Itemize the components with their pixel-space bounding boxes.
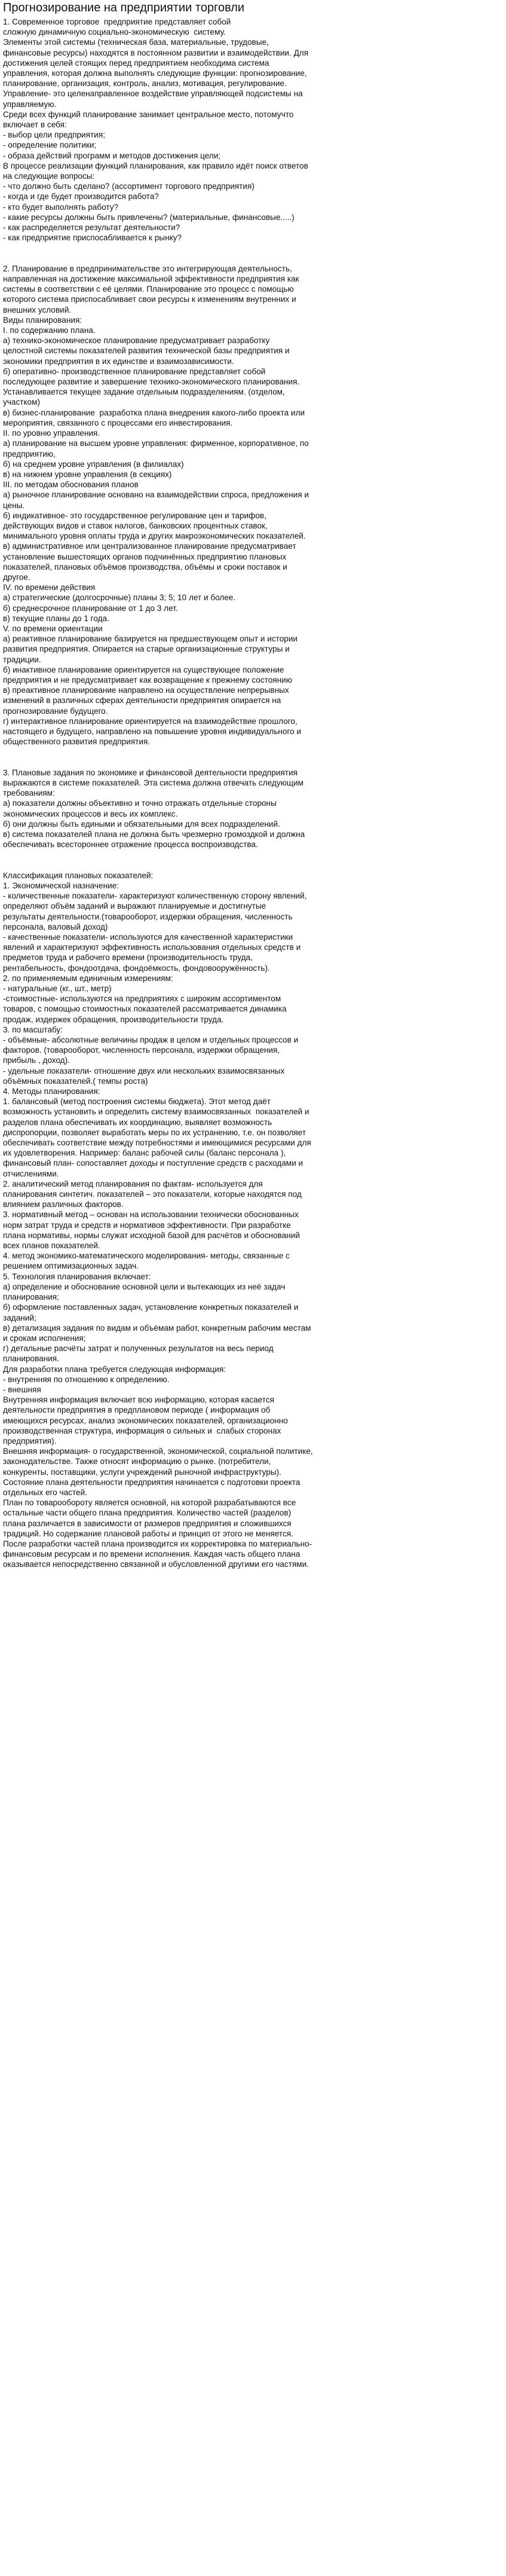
text-line: экономических процессов и весь их комплекс.: [3, 809, 178, 818]
text-line: другое.: [3, 572, 30, 582]
text-line: 2. по применяемым единичным измерениям:: [3, 973, 173, 983]
text-line: Классификация плановых показателей:: [3, 870, 154, 880]
text-line: IV. по времени действия: [3, 583, 96, 592]
text-line: - когда и где будет производится работа?: [3, 192, 159, 201]
text-line: установление вышестоящих органов подчинённых предприятию плановых: [3, 552, 287, 561]
text-line: а) стратегические (долгосрочные) планы 3; 5; 10 лет и более.: [3, 593, 236, 603]
text-line: в) на нижнем уровне управления (в секциях): [3, 469, 172, 479]
text-line: отдельных его частей.: [3, 1487, 87, 1497]
text-line: производственная структура, информация о сильных и слабых сторонах: [3, 1426, 281, 1435]
text-line: цены.: [3, 500, 25, 510]
text-line: планирования.: [3, 1354, 59, 1364]
text-line: V. по времени ориентации: [3, 624, 103, 633]
text-line: - выбор цели предприятия;: [3, 130, 105, 140]
text-line: определяют объём заданий и выражают планируемые и достигнутые: [3, 902, 266, 911]
text-line: показателей, плановых объёмов производства, объёмы и сроки поставок и: [3, 562, 287, 572]
text-line: Внутренняя информация включает всю информацию, которая касается: [3, 1395, 274, 1405]
text-line: -стоимостные- используются на предприятиях с широким ассортиментом: [3, 994, 281, 1004]
text-line: настоящего и будущего, направлено на повышение уровня индивидуального и: [3, 726, 302, 736]
text-line: [3, 747, 503, 757]
text-line: решением оптимизационных задач.: [3, 1261, 139, 1271]
text-line: 1. Экономической назначение:: [3, 881, 119, 890]
text-line: - как распределяется результат деятельности?: [3, 223, 180, 233]
text-line: - натуральные (кг., шт., метр): [3, 984, 112, 993]
text-line: - качественные показатели- используются для качественной характеристики: [3, 932, 293, 942]
text-line: а) реактивное планирование базируется на предшествующем опыт и истории: [3, 634, 298, 644]
text-line: внешних условий.: [3, 305, 72, 314]
text-line: Состояние плана деятельности предприятия начинается с подготовки проекта: [3, 1477, 300, 1487]
text-line: - внутренняя по отношению к определению.: [3, 1374, 170, 1384]
text-line: норм затрат труда и средств и нормативов эффективности. При разработке: [3, 1220, 291, 1230]
text-line: г) детальные расчёты затрат и полученных результатов на весь период: [3, 1344, 274, 1353]
text-line: плана нормативы, нормы служат исходной базой для расчётов и обоснований: [3, 1230, 300, 1240]
text-line: возможность установить и определить систему взаимосвязанных показателей и: [3, 1107, 309, 1117]
text-line: их удовлетворения. Например: баланс рабочей силы (баланс персонала ),: [3, 1148, 286, 1158]
text-line: законодательстве. Также относят информацию о рынке. (потребители,: [3, 1457, 271, 1466]
text-line: финансовый план- сопоставляет доходы и поступление средств с расходами и: [3, 1159, 303, 1168]
text-line: - что должно быть сделано? (ассортимент торгового предприятия): [3, 182, 254, 191]
text-line: участком): [3, 398, 40, 407]
text-line: выражаются в системе показателей. Эта система должна отвечать следующим: [3, 778, 303, 787]
text-line: финансовым ресурсам и по времени исполнения. Каждая часть общего плана: [3, 1550, 300, 1559]
text-line: рентабельность, фондоотдача, фондоёмкость, фондовооружённость).: [3, 963, 270, 973]
text-line: в) бизнес-планирование разработка плана внедрения какого-либо проекта или: [3, 408, 305, 417]
text-line: предметов труда и рабочего времени (производительность труда,: [3, 953, 253, 962]
text-line: развития предприятия. Опирается на старые организационные структуры и: [3, 644, 290, 654]
text-line: персонала, валовый доход): [3, 922, 108, 931]
text-line: минимального уровня оплаты труда и других макроэкономических показателей.: [3, 531, 306, 541]
text-line: факторов. (товарооборот, численность персонала, издержки обращения,: [3, 1046, 280, 1055]
text-line: плана различается в зависимости от размеров предприятия и сложившихся: [3, 1518, 292, 1528]
text-line: планирования;: [3, 1292, 59, 1302]
text-line: обеспечивать соответствие между потребностями и имеющимися ресурсами для: [3, 1138, 311, 1148]
text-line: [3, 757, 503, 768]
text-line: остальные части общего плана предприятия. Количество частей (разделов): [3, 1508, 292, 1518]
text-line: товаров, с помощью стоимостных показателей рассматривается динамика: [3, 1004, 287, 1014]
text-line: включает в себя:: [3, 120, 67, 130]
text-line: всех планов показателей.: [3, 1241, 100, 1251]
text-line: В процессе реализации функций планирования, как правило идёт поиск ответов: [3, 161, 308, 170]
text-line: - количественные показатели- характеризуют количественную сторону явлений,: [3, 891, 307, 901]
text-line: предприятию,: [3, 449, 56, 459]
text-line: б) они должны быть едиными и обязательными для всех подразделений.: [3, 819, 280, 829]
text-line: оказывается непосредственно связанной и обусловленной другими его частями.: [3, 1560, 309, 1569]
text-line: - внешняя: [3, 1385, 41, 1394]
text-line: а) планирование на высшем уровне управления: фирменное, корпоративное, по: [3, 439, 309, 448]
text-line: III. по методам обоснования планов: [3, 480, 139, 490]
text-line: б) оперативно- производственное планирование представляет собой: [3, 366, 266, 376]
text-line: [3, 860, 503, 870]
text-line: в) система показателей плана не должна быть чрезмерно громоздкой и должна: [3, 829, 305, 839]
text-line: - как предприятие приспосабливается к рынку?: [3, 233, 182, 243]
text-line: последующее развитие и завершение технико-экономического планирования.: [3, 377, 300, 387]
text-line: а) рыночное планирование основано на взаимодействии спроса, предложения и: [3, 490, 309, 500]
text-line: б) инактивное планирование ориентируется на существующее положение: [3, 665, 284, 674]
text-line: 1. балансовый (метод построения системы бюджета). Этот метод даёт: [3, 1097, 271, 1107]
text-line: [3, 243, 503, 253]
text-line: 1. Современное торговое предприятие представляет собой: [3, 17, 231, 26]
text-line: планирования синтетич. показателей – это показатели, которые находятся под: [3, 1190, 302, 1199]
text-line: После разработки частей плана производится их корректировка по материально-: [3, 1539, 312, 1548]
text-line: Внешняя информация- о государственной, экономической, социальной политике,: [3, 1447, 313, 1456]
text-line: 2. Планирование в предпринимательстве это интегрирующая деятельность,: [3, 264, 292, 273]
text-line: экономики предприятия в их единстве и взаимозависимости.: [3, 356, 234, 366]
text-line: изменений в различных сферах деятельности предприятия опирается на: [3, 696, 281, 705]
text-line: б) среднесрочное планирование от 1 до 3 лет.: [3, 603, 178, 613]
text-line: прибыль , доход).: [3, 1056, 70, 1065]
text-line: 5. Технология планирования включает:: [3, 1272, 151, 1281]
text-line: Среди всех функций планирование занимает центральное место, потомучто: [3, 109, 294, 119]
text-line: - объёмные- абсолютные величины продаж в целом и отдельных процессов и: [3, 1035, 299, 1045]
text-line: Элементы этой системы (техническая база, материальные, трудовые,: [3, 38, 269, 47]
text-line: обеспечивать всестороннее отражение процесса воспроизводства.: [3, 840, 258, 850]
text-line: 3. по масштабу:: [3, 1025, 63, 1034]
text-line: объёмных показателей.( темпы роста): [3, 1076, 148, 1086]
text-line: направленная на достижение максимальной эффективности предприятия как: [3, 274, 299, 284]
text-line: целостной системы показателей развития технической базы предприятия и: [3, 346, 290, 356]
text-line: 3. Плановые задания по экономике и финансовой деятельности предприятия: [3, 768, 298, 777]
text-line: заданий;: [3, 1313, 36, 1322]
text-line: общественного развития предприятия.: [3, 737, 151, 747]
text-line: б) индикативное- это государственное регулирование цен и тарифов,: [3, 511, 266, 520]
text-line: в) административное или централизованное планирование предусматривает: [3, 542, 296, 551]
text-line: действующих видов и ставок налогов, банковских процентных ставок,: [3, 521, 268, 530]
text-line: традиции.: [3, 655, 41, 664]
text-line: б) на среднем уровне управления (в филиалах): [3, 459, 184, 469]
text-line: - удельные показатели- отношение двух или нескольких взаимосвязанных: [3, 1066, 285, 1075]
text-line: разделов плана обеспечивать их координацию, выявляет возможность: [3, 1117, 272, 1127]
text-line: - образа действий программ и методов достижения цели;: [3, 151, 221, 160]
text-line: сложную динамичную социально-экономическую систему.: [3, 27, 226, 37]
document-body: [3, 17, 503, 1570]
text-line: 2. аналитический метод планирования по фактам- используется для: [3, 1179, 263, 1188]
text-line: продаж, издержек обращения, производительности труда.: [3, 1014, 224, 1024]
text-line: Виды планирования:: [3, 315, 82, 325]
text-line: а) технико-экономическое планирование предусматривает разработку: [3, 336, 270, 346]
text-line: результаты деятельности.(товарооборот, издержки обращения, численность: [3, 912, 293, 921]
text-line: Для разработки плана требуется следующая информация:: [3, 1364, 226, 1374]
text-line: 3. нормативный метод – основан на использовании технически обоснованных: [3, 1210, 299, 1220]
text-line: на следующие вопросы:: [3, 172, 95, 181]
text-line: [3, 850, 503, 860]
text-line: влиянием различных факторов.: [3, 1200, 124, 1209]
text-line: - какие ресурсы должны быть привлечены? (материальные, финансовые.....): [3, 212, 295, 222]
text-line: явлений и характеризуют эффективность использования отдельных средств и: [3, 943, 301, 952]
text-line: и срокам исполнения;: [3, 1333, 86, 1343]
text-line: предприятия и не предусматривает как возвращение к прежнему состоянию: [3, 675, 292, 685]
text-line: планирование, организация, контроль, анализ, мотивация, регулирование.: [3, 79, 287, 88]
text-line: а) определение и обоснование основной цели и вытекающих из неё задач: [3, 1282, 286, 1291]
text-line: а) показатели должны объективно и точно отражать отдельные стороны: [3, 799, 277, 808]
document-title: Прогнозирование на предприятии торговли: [3, 1, 245, 14]
text-line: I. по содержанию плана.: [3, 326, 96, 335]
text-line: имеющихся ресурсах, анализ экономических показателей, организационно: [3, 1416, 288, 1425]
text-line: финансовые ресурсы) находятся в постоянном развитии и взаимодействии. Для: [3, 48, 309, 57]
text-line: в) текущие планы до 1 года.: [3, 613, 109, 623]
text-line: 4. метод экономико-математического моделирования- методы, связанные с: [3, 1251, 290, 1261]
text-line: отчислениями.: [3, 1169, 59, 1178]
text-line: - определение политики;: [3, 140, 97, 150]
text-line: в) преактивное планирование направлено на осуществление непрерывных: [3, 686, 289, 695]
text-line: конкуренты, поставщики, услуги учреждений рыночной инфраструктуры).: [3, 1467, 281, 1477]
text-line: которого система приспосабливает свои ресурсы к изменениям внутренних и: [3, 295, 296, 304]
text-line: достижения целей стоящих перед предприятием необходима система: [3, 58, 269, 68]
text-line: II. по уровню управления.: [3, 429, 100, 438]
text-line: системы в соответствии с её целями. Планирование это процесс с помощью: [3, 285, 294, 294]
text-line: в) детализация задания по видам и объёмам работ, конкретным рабочим местам: [3, 1323, 311, 1333]
text-line: Управление- это целенаправленное воздействие управляющей подсистемы на: [3, 89, 303, 99]
text-line: г) интерактивное планирование ориентируется на взаимодействие прошлого,: [3, 716, 298, 726]
text-line: деятельности предприятия в предплановом периоде ( информация об: [3, 1405, 271, 1415]
text-line: [3, 253, 503, 264]
text-line: Устанавливается текущее задание отдельным подразделениям. (отделом,: [3, 387, 285, 397]
text-line: управления, которая должна выполнять следующие функции: прогнозирование,: [3, 69, 307, 78]
text-line: б) оформление поставленных задач, установление конкретных показателей и: [3, 1303, 299, 1312]
text-line: мероприятия, связанного с процессами его инвестирования.: [3, 418, 233, 427]
text-line: традиций. Но содержание плановой работы и принцип от этого не меняется.: [3, 1529, 293, 1538]
text-line: управляемую.: [3, 99, 57, 109]
text-line: прогнозирование будущего.: [3, 706, 108, 716]
text-line: диспропорции, позволяет выработать меры по их устранению, т.е. он позволяет: [3, 1127, 306, 1137]
text-line: План по товарообороту является основной, на которой разрабатываются все: [3, 1498, 296, 1508]
text-line: 4. Методы планирования:: [3, 1087, 100, 1096]
text-line: предприятия).: [3, 1436, 57, 1446]
text-line: - кто будет выполнять работу?: [3, 202, 119, 212]
text-line: требованиям:: [3, 789, 55, 798]
